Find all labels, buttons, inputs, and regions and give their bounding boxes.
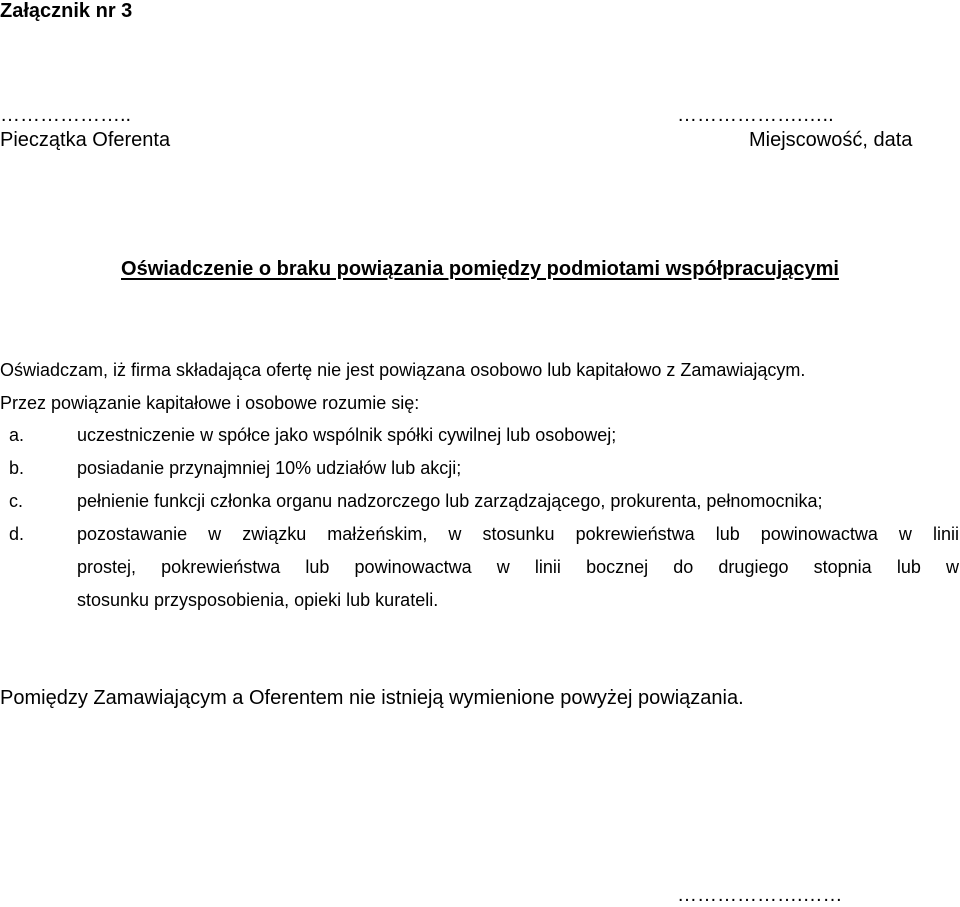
list-item-d-line-2: prostej, pokrewieństwa lub powinowactwa w linii bocznej do drugiego stopnia lub w — [77, 557, 959, 577]
list-item-c-text: pełnienie funkcji członka organu nadzorczego lub zarządzającego, prokurenta, pełnomocnika; — [77, 491, 823, 511]
place-date-label: Miejscowość, data — [749, 129, 913, 151]
list-item-b-letter: b. — [9, 458, 25, 478]
list-item-d-line-3: stosunku przysposobienia, opieki lub kurateli. — [77, 590, 439, 610]
definition-paragraph: Przez powiązanie kapitałowe i osobowe rozumie się: — [0, 393, 420, 413]
conclusion-paragraph: Pomiędzy Zamawiającym a Oferentem nie istnieją wymienione powyżej powiązania. — [0, 687, 744, 709]
document-title: Oświadczenie o braku powiązania pomiędzy podmiotami współpracującymi — [121, 258, 839, 280]
list-item-c-letter: c. — [9, 491, 24, 511]
attachment-label: Załącznik nr 3 — [0, 0, 133, 22]
list-item-a-letter: a. — [9, 425, 25, 445]
list-item-d-letter: d. — [9, 524, 25, 544]
signature-dots: ……………….…… — [677, 884, 843, 906]
stamp-dots: ……………….. — [0, 104, 132, 126]
intro-paragraph: Oświadczam, iż firma składająca ofertę nie jest powiązana osobowo lub kapitałowo z Zamawiającym. — [0, 360, 806, 380]
list-item-b-text: posiadanie przynajmniej 10% udziałów lub akcji; — [77, 458, 462, 478]
list-item-a-text: uczestniczenie w spółce jako wspólnik spółki cywilnej lub osobowej; — [77, 425, 617, 445]
stamp-label: Pieczątka Oferenta — [0, 129, 171, 151]
list-item-d-line-1: pozostawanie w związku małżeńskim, w stosunku pokrewieństwa lub powinowactwa w linii — [77, 524, 959, 544]
place-date-dots: ……………….….. — [677, 104, 834, 126]
